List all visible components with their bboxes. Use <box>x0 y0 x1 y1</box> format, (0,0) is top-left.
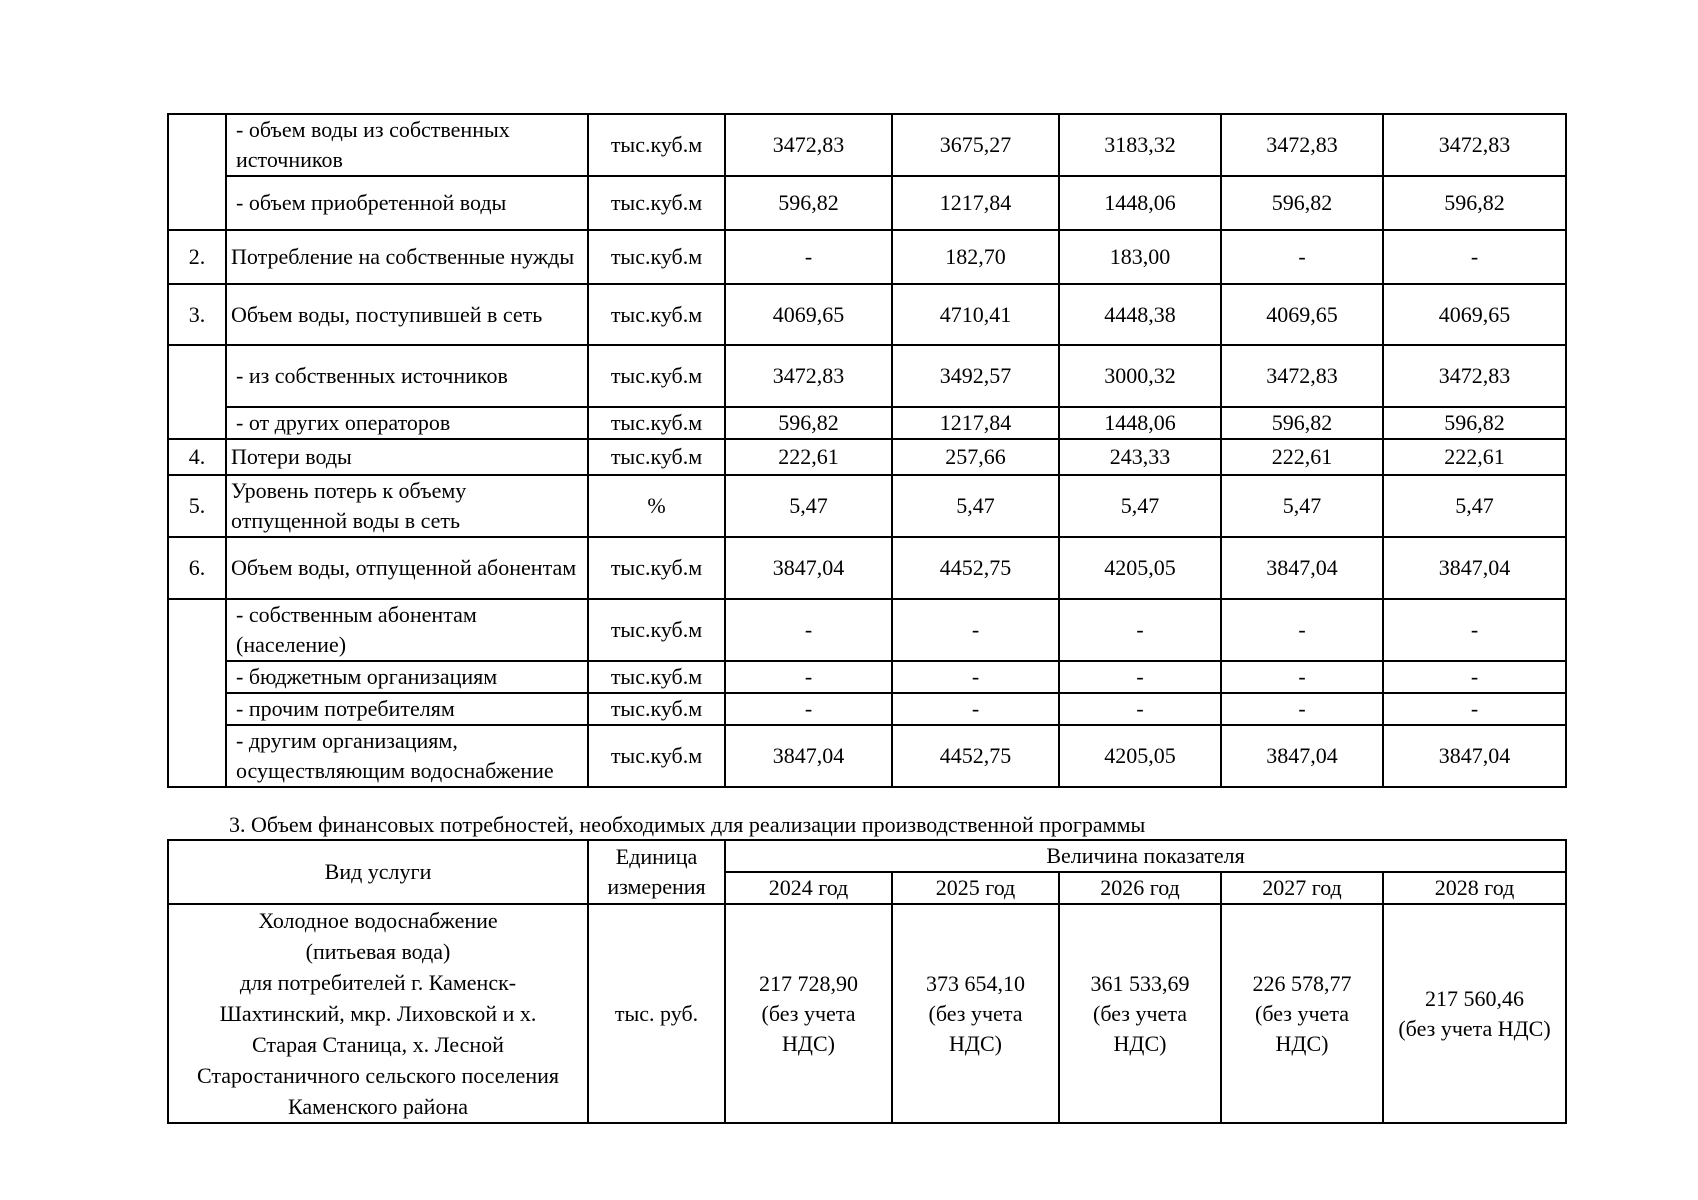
row-label: - бюджетным организациям <box>226 661 588 693</box>
unit-cell: % <box>588 475 725 537</box>
value-cell: 4710,41 <box>892 284 1059 345</box>
unit-cell: тыс.куб.м <box>588 114 725 176</box>
value-cell: - <box>1221 599 1383 661</box>
value-cell: 3000,32 <box>1059 345 1221 407</box>
row-label: - от других операторов <box>226 407 588 439</box>
value-cell: - <box>725 230 892 284</box>
value-cell: 5,47 <box>725 475 892 537</box>
value-cell: 1448,06 <box>1059 407 1221 439</box>
value-cell: 4448,38 <box>1059 284 1221 345</box>
value-cell: 3472,83 <box>725 114 892 176</box>
value-cell: 596,82 <box>1221 407 1383 439</box>
row-number-cell: 3. <box>168 284 226 345</box>
value-cell: - <box>725 693 892 725</box>
unit-cell: тыс.куб.м <box>588 537 725 599</box>
unit-cell: тыс.куб.м <box>588 230 725 284</box>
amount-cell <box>1059 904 1221 1123</box>
row-label: Уровень потерь к объему отпущенной воды в сеть <box>226 475 588 537</box>
value-cell: - <box>1383 599 1566 661</box>
value-cell: 183,00 <box>1059 230 1221 284</box>
value-cell: 3847,04 <box>1221 725 1383 787</box>
amount-note: НДС) <box>782 1030 835 1056</box>
amount-value: 217 728,90 <box>759 970 858 996</box>
table-header-row <box>168 840 1566 872</box>
value-cell: 3472,83 <box>1383 114 1566 176</box>
amount-value: 373 654,10 <box>926 970 1025 996</box>
value-cell: - <box>1383 661 1566 693</box>
year-header: 2026 год <box>1059 872 1221 904</box>
value-cell: - <box>725 661 892 693</box>
value-cell: 222,61 <box>1221 439 1383 475</box>
unit-cell: тыс.куб.м <box>588 176 725 230</box>
value-cell: 4205,05 <box>1059 537 1221 599</box>
value-cell: 5,47 <box>892 475 1059 537</box>
table-row <box>168 439 1566 475</box>
value-cell: 3847,04 <box>725 537 892 599</box>
table-row <box>168 284 1566 345</box>
financial-needs-table <box>167 839 1567 1124</box>
value-cell: 3847,04 <box>1221 537 1383 599</box>
value-cell: 4069,65 <box>1383 284 1566 345</box>
value-cell: - <box>892 661 1059 693</box>
value-cell: 4069,65 <box>1221 284 1383 345</box>
service-line: для потребителей г. Каменск- <box>239 970 517 995</box>
value-cell: 596,82 <box>725 407 892 439</box>
section-3-title: 3. Объем финансовых потребностей, необходимых для реализации производственной программы <box>229 812 1146 837</box>
value-cell: - <box>1059 661 1221 693</box>
unit-header-line: измерения <box>607 874 706 899</box>
row-label: - объем воды из собственных источников <box>226 114 588 176</box>
row-number-cell: 6. <box>168 537 226 599</box>
table-row <box>168 345 1566 407</box>
amount-note: (без учета <box>1255 1000 1349 1026</box>
service-description <box>168 904 588 1123</box>
value-cell: - <box>1059 693 1221 725</box>
value-cell: 182,70 <box>892 230 1059 284</box>
value-cell: 3847,04 <box>725 725 892 787</box>
value-cell: 5,47 <box>1383 475 1566 537</box>
table-row <box>168 693 1566 725</box>
row-number-cell <box>168 345 226 439</box>
value-cell: 3472,83 <box>1383 345 1566 407</box>
value-cell: 3183,32 <box>1059 114 1221 176</box>
row-label: Потребление на собственные нужды <box>226 230 588 284</box>
value-cell: 3472,83 <box>725 345 892 407</box>
unit-header-line: Единица <box>615 844 698 869</box>
amount-value: 361 533,69 <box>1090 970 1190 996</box>
value-cell: - <box>1221 693 1383 725</box>
value-cell: 596,82 <box>725 176 892 230</box>
value-cell: 3472,83 <box>1221 345 1383 407</box>
amount-note: (без учета НДС) <box>1398 1015 1551 1041</box>
unit-cell: тыс.куб.м <box>588 439 725 475</box>
value-cell: - <box>1221 230 1383 284</box>
row-number-cell <box>168 599 226 787</box>
value-cell: 1448,06 <box>1059 176 1221 230</box>
service-line: Старая Станица, х. Лесной <box>252 1032 504 1057</box>
row-label: Объем воды, отпущенной абонентам <box>226 537 588 599</box>
row-label: - другим организациям, осуществляющим водоснабжение <box>226 725 588 787</box>
year-header: 2025 год <box>892 872 1059 904</box>
amount-note: НДС) <box>949 1030 1002 1056</box>
value-cell: 3847,04 <box>1383 725 1566 787</box>
value-cell: 222,61 <box>1383 439 1566 475</box>
table-row <box>168 537 1566 599</box>
service-line: Шахтинский, мкр. Лиховской и х. <box>219 1001 537 1026</box>
table-row <box>168 475 1566 537</box>
table-row <box>168 599 1566 661</box>
value-cell: 5,47 <box>1221 475 1383 537</box>
value-cell: - <box>1059 599 1221 661</box>
amount-note: (без учета <box>761 1000 856 1026</box>
value-cell: 3492,57 <box>892 345 1059 407</box>
service-line: Каменского района <box>288 1094 468 1119</box>
unit-cell: тыс.куб.м <box>588 599 725 661</box>
value-header: Величина показателя <box>725 840 1566 872</box>
unit-cell: тыс. руб. <box>588 904 725 1123</box>
unit-header <box>588 840 725 904</box>
unit-cell: тыс.куб.м <box>588 661 725 693</box>
table-row <box>168 904 1566 1123</box>
value-cell: - <box>1383 230 1566 284</box>
row-number-cell <box>168 114 226 230</box>
value-cell: 243,33 <box>1059 439 1221 475</box>
value-cell: 596,82 <box>1221 176 1383 230</box>
value-cell: 5,47 <box>1059 475 1221 537</box>
unit-cell: тыс.куб.м <box>588 345 725 407</box>
row-label: - объем приобретенной воды <box>226 176 588 230</box>
table-row <box>168 725 1566 787</box>
row-label: - прочим потребителям <box>226 693 588 725</box>
year-header: 2024 год <box>725 872 892 904</box>
unit-cell: тыс.куб.м <box>588 693 725 725</box>
value-cell: - <box>1383 693 1566 725</box>
row-number-cell: 4. <box>168 439 226 475</box>
amount-note: НДС) <box>1113 1030 1167 1056</box>
value-cell: - <box>892 693 1059 725</box>
amount-note: НДС) <box>1275 1030 1329 1056</box>
row-label: - из собственных источников <box>226 345 588 407</box>
value-cell: 4205,05 <box>1059 725 1221 787</box>
value-cell: - <box>1221 661 1383 693</box>
unit-cell: тыс.куб.м <box>588 725 725 787</box>
row-label: Потери воды <box>226 439 588 475</box>
service-line: (питьевая вода) <box>305 939 451 964</box>
unit-cell: тыс.куб.м <box>588 284 725 345</box>
row-number-cell: 2. <box>168 230 226 284</box>
value-cell: 222,61 <box>725 439 892 475</box>
service-line: Старостаничного сельского поселения <box>196 1063 559 1088</box>
value-cell: 1217,84 <box>892 176 1059 230</box>
value-cell: 257,66 <box>892 439 1059 475</box>
year-header: 2028 год <box>1383 872 1566 904</box>
water-balance-table <box>167 113 1567 788</box>
service-type-header: Вид услуги <box>168 840 588 904</box>
table-row <box>168 661 1566 693</box>
value-cell: - <box>725 599 892 661</box>
value-cell: 596,82 <box>1383 176 1566 230</box>
amount-value: 226 578,77 <box>1252 970 1352 996</box>
table-row <box>168 407 1566 439</box>
value-cell: - <box>892 599 1059 661</box>
amount-cell <box>1221 904 1383 1123</box>
value-cell: 3847,04 <box>1383 537 1566 599</box>
amount-cell <box>1383 904 1566 1123</box>
service-line: Холодное водоснабжение <box>258 908 498 933</box>
value-cell: 1217,84 <box>892 407 1059 439</box>
table-row <box>168 114 1566 176</box>
value-cell: 4452,75 <box>892 725 1059 787</box>
amount-cell <box>725 904 892 1123</box>
value-cell: 596,82 <box>1383 407 1566 439</box>
value-cell: 4069,65 <box>725 284 892 345</box>
row-label: - собственным абонентам (население) <box>226 599 588 661</box>
table-row <box>168 176 1566 230</box>
amount-note: (без учета <box>1093 1000 1187 1026</box>
unit-cell: тыс.куб.м <box>588 407 725 439</box>
table-row <box>168 230 1566 284</box>
amount-value: 217 560,46 <box>1425 985 1525 1011</box>
row-number-cell: 5. <box>168 475 226 537</box>
value-cell: 3472,83 <box>1221 114 1383 176</box>
row-label: Объем воды, поступившей в сеть <box>226 284 588 345</box>
value-cell: 4452,75 <box>892 537 1059 599</box>
value-cell: 3675,27 <box>892 114 1059 176</box>
amount-cell <box>892 904 1059 1123</box>
year-header: 2027 год <box>1221 872 1383 904</box>
amount-note: (без учета <box>928 1000 1023 1026</box>
